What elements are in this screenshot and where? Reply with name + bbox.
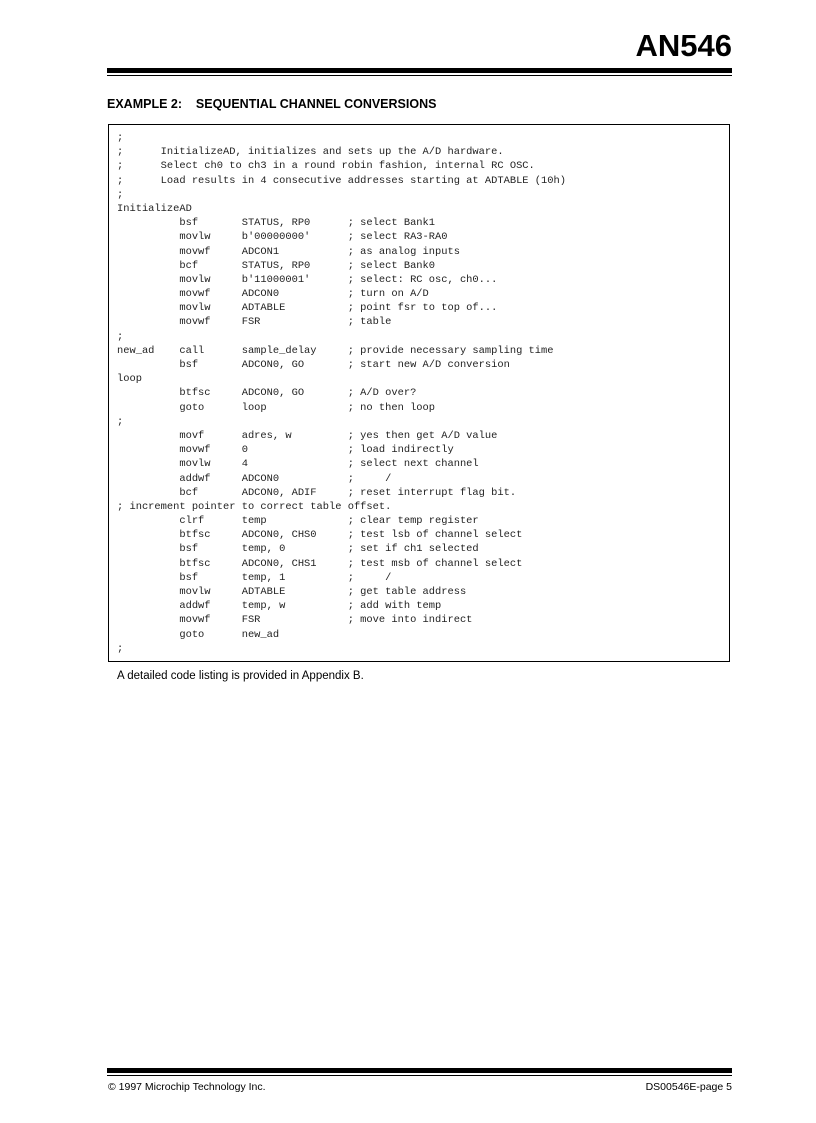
code-line: ; xyxy=(117,132,124,144)
page-number: DS00546E-page 5 xyxy=(645,1081,732,1093)
code-line: btfsc ADCON0, CHS0 ; test lsb of channel select xyxy=(117,529,523,542)
code-line: ; xyxy=(117,330,124,343)
example-title: EXAMPLE 2: SEQUENTIAL CHANNEL CONVERSIONS xyxy=(107,97,437,111)
code-line: ; Load results in 4 consecutive addresses starting at ADTABLE (10h) xyxy=(117,174,566,187)
code-line: ; InitializeAD, initializes and sets up the A/D hardware. xyxy=(117,146,504,159)
code-line: loop xyxy=(117,373,142,386)
footer-rule xyxy=(107,1068,732,1078)
code-line: clrf temp ; clear temp register xyxy=(117,515,479,528)
code-line: btfsc ADCON0, GO ; A/D over? xyxy=(117,387,417,400)
code-line: bsf STATUS, RP0 ; select Bank1 xyxy=(117,217,436,230)
code-line: new_ad call sample_delay ; provide necessary sampling time xyxy=(117,344,554,357)
code-line: ; xyxy=(117,642,124,655)
appendix-note: A detailed code listing is provided in Appendix B. xyxy=(117,670,364,682)
code-line: movwf ADCON0 ; turn on A/D xyxy=(117,288,429,301)
code-line: ; xyxy=(117,415,124,428)
code-line: movlw ADTABLE ; get table address xyxy=(117,586,467,598)
code-line: movlw b'11000001' ; select: RC osc, ch0... xyxy=(117,273,498,286)
code-line: movwf ADCON1 ; as analog inputs xyxy=(117,245,460,258)
code-line: movlw ADTABLE ; point fsr to top of... xyxy=(117,302,498,315)
code-listing xyxy=(117,131,566,656)
code-line: movf adres, w ; yes then get A/D value xyxy=(117,429,498,442)
code-line: ; increment pointer to correct table offset. xyxy=(117,500,392,513)
copyright-text: © 1997 Microchip Technology Inc. xyxy=(108,1081,266,1093)
code-line: movwf FSR ; table xyxy=(117,316,392,329)
code-line: goto new_ad xyxy=(117,628,280,641)
header-rule xyxy=(107,68,732,78)
code-line: ; Select ch0 to ch3 in a round robin fashion, internal RC OSC. xyxy=(117,160,535,173)
code-line: bsf temp, 1 ; / xyxy=(117,571,392,584)
code-line: movlw 4 ; select next channel xyxy=(117,458,479,471)
code-line: movwf 0 ; load indirectly xyxy=(117,444,454,457)
code-line: movwf FSR ; move into indirect xyxy=(117,614,473,627)
code-line: ; xyxy=(117,188,124,201)
document-id: AN546 xyxy=(635,28,732,63)
code-line: bsf temp, 0 ; set if ch1 selected xyxy=(117,543,479,556)
code-line: goto loop ; no then loop xyxy=(117,401,436,414)
code-line: btfsc ADCON0, CHS1 ; test msb of channel select xyxy=(117,557,523,570)
code-line: InitializeAD xyxy=(117,202,192,215)
code-line: bcf ADCON0, ADIF ; reset interrupt flag bit. xyxy=(117,486,517,499)
code-line: addwf ADCON0 ; / xyxy=(117,472,392,485)
code-line: addwf temp, w ; add with temp xyxy=(117,600,442,613)
code-listing-box xyxy=(108,124,730,662)
code-line: bsf ADCON0, GO ; start new A/D conversion xyxy=(117,359,510,371)
code-line: movlw b'00000000' ; select RA3-RA0 xyxy=(117,231,448,244)
code-line: bcf STATUS, RP0 ; select Bank0 xyxy=(117,259,436,272)
